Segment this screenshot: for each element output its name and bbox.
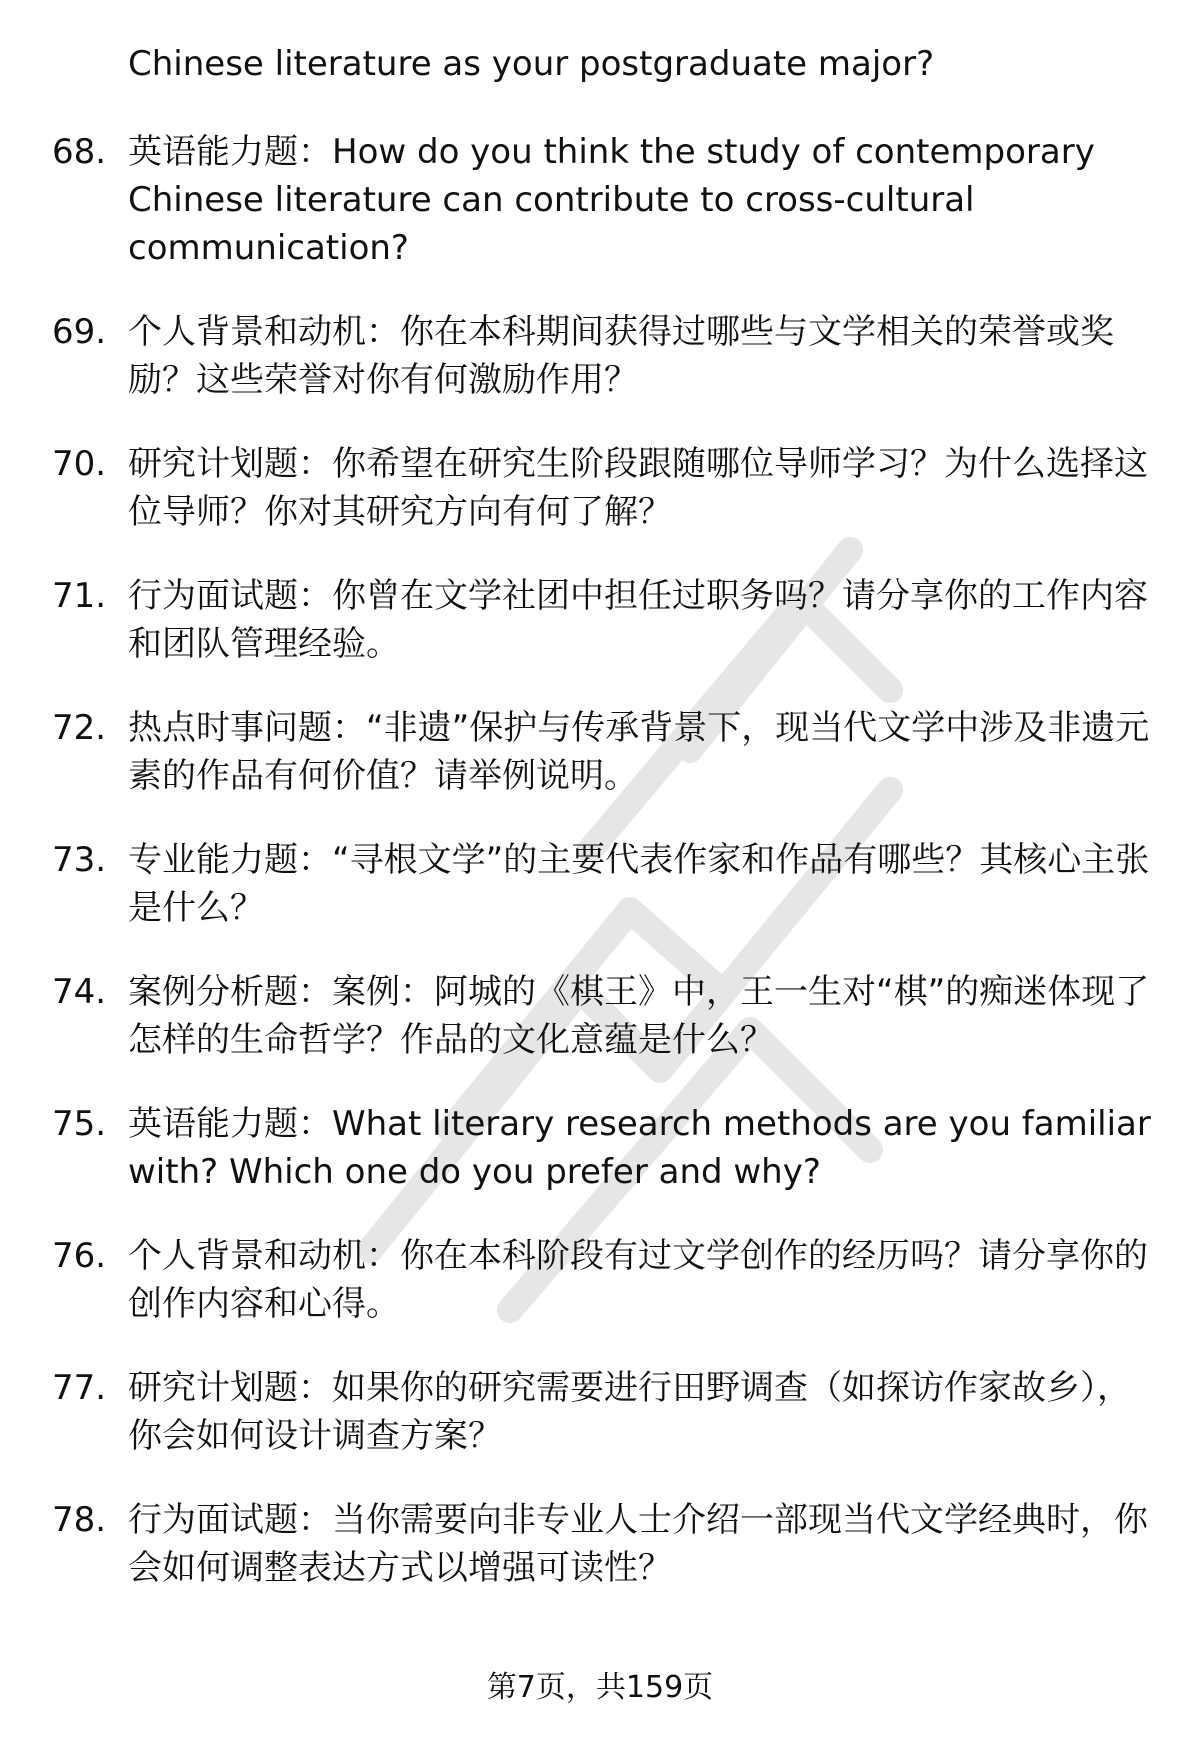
question-text: 英语能力题：How do you think the study of contemporary Chinese literature can contribute to cross-cultural communication? <box>128 132 1095 268</box>
question-number: 77. <box>52 1368 107 1408</box>
question-number: 78. <box>52 1500 107 1540</box>
question-text: 研究计划题：你希望在研究生阶段跟随哪位导师学习？为什么选择这位导师？你对其研究方向有何了解？ <box>128 444 1148 532</box>
question-item <box>0 1496 1200 1592</box>
question-number: 75. <box>52 1104 107 1144</box>
question-number: 68. <box>52 132 107 172</box>
question-item <box>0 308 1200 404</box>
question-item <box>0 836 1200 932</box>
question-list <box>0 40 1200 1628</box>
question-text: 研究计划题：如果你的研究需要进行田野调查（如探访作家故乡），你会如何设计调查方案？ <box>128 1368 1131 1456</box>
question-number: 71. <box>52 576 107 616</box>
question-text: 案例分析题：案例：阿城的《棋王》中，王一生对“棋”的痴迷体现了怎样的生命哲学？作品的文化意蕴是什么？ <box>128 972 1150 1060</box>
question-number: 76. <box>52 1236 107 1276</box>
question-text: 专业能力题：“寻根文学”的主要代表作家和作品有哪些？其核心主张是什么？ <box>128 840 1150 928</box>
question-text: 行为面试题：当你需要向非专业人士介绍一部现当代文学经典时，你会如何调整表达方式以增强可读性？ <box>128 1500 1148 1588</box>
question-item <box>0 572 1200 668</box>
question-text: 行为面试题：你曾在文学社团中担任过职务吗？请分享你的工作内容和团队管理经验。 <box>128 576 1148 664</box>
question-item <box>0 968 1200 1064</box>
question-number: 74. <box>52 972 107 1012</box>
question-text: 个人背景和动机：你在本科阶段有过文学创作的经历吗？请分享你的创作内容和心得。 <box>128 1236 1148 1324</box>
question-item <box>0 1364 1200 1460</box>
question-number: 69. <box>52 312 107 352</box>
question-text: 热点时事问题：“非遗”保护与传承背景下，现当代文学中涉及非遗元素的作品有何价值？请举例说明。 <box>128 708 1150 796</box>
question-number: 70. <box>52 444 107 484</box>
question-item <box>0 440 1200 536</box>
question-item <box>0 128 1200 272</box>
continuation-text: Chinese literature as your postgraduate major? <box>128 44 935 84</box>
question-number: 72. <box>52 708 107 748</box>
question-number: 73. <box>52 840 107 880</box>
question-text: 个人背景和动机：你在本科期间获得过哪些与文学相关的荣誉或奖励？这些荣誉对你有何激励作用？ <box>128 312 1114 400</box>
question-item <box>0 1232 1200 1328</box>
question-item <box>0 704 1200 800</box>
question-text: 英语能力题：What literary research methods are you familiar with? Which one do you prefer and why? <box>128 1104 1151 1192</box>
question-item <box>0 1100 1200 1196</box>
page-footer: 第7页，共159页 <box>486 1670 714 1705</box>
